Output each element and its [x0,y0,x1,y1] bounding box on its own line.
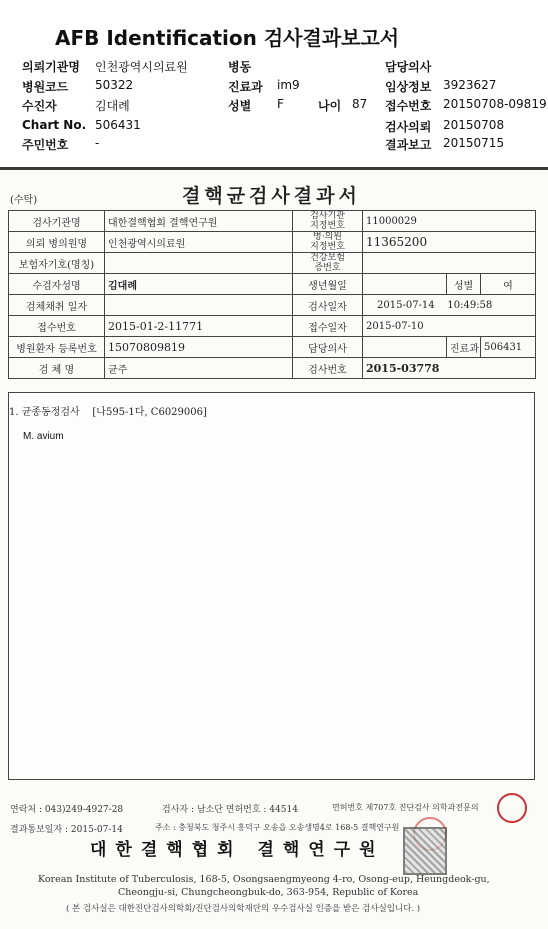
official-seal [497,793,527,823]
cell-label: 검사번호 [293,358,363,379]
cell-label: 검사기관 지정번호 [293,211,363,232]
institute-english-address: Korean Institute of Tuberculosis, 168-5, Osongsaengmyeong 4-ro, Osong-eup, Heungdeok-gu, [38,874,490,885]
cell-label: 건강보험 증번호 [293,253,363,274]
label-patient: 수진자 [22,99,57,113]
institute-english-address: Cheongju-si, Chungcheongbuk-do, 363-954, Republic of Korea [118,887,419,898]
value-clinical-info: 3923627 [443,78,497,92]
value-hospital-code: 50322 [95,78,134,92]
cell-value: 균주 [105,358,293,379]
table-row [9,316,536,337]
table-row [9,211,536,232]
label-result-report: 결과보고 [385,138,432,152]
report-date: 결과통보일자 : 2015-07-14 [10,825,123,835]
cell-label: 병원환자 등록번호 [9,337,105,358]
contact-phone: 연락처 : 043)249-4927-28 [10,805,124,815]
cell-label: 접수일자 [293,316,363,337]
value-request-date: 20150708 [443,118,505,132]
cell-value [363,274,447,295]
cell-value: 2015-07-14 10:49:58 [363,295,536,316]
cell-value: 인천광역시의료원 [105,232,293,253]
cell-value: 11365200 [363,232,536,253]
cell-value: 2015-03778 [363,358,536,379]
test-name: 1. 균종동정검사 [나595-1다, C6029006] [9,407,207,418]
label-resident-number: 주민번호 [22,138,69,152]
value-resident-number: - [95,136,100,150]
cell-value [105,253,293,274]
label-request-date: 검사의뢰 [385,120,432,134]
cell-label: 담당의사 [293,337,363,358]
cell-value: 506431 [481,337,536,358]
table-row [9,358,536,379]
value-sex: F [277,97,284,111]
value-result-report: 20150715 [443,136,505,150]
table-row [9,295,536,316]
cell-value: 11000029 [363,211,536,232]
table-row [9,274,536,295]
cell-value [105,295,293,316]
result-info-table [8,210,536,379]
cell-value: 2015-01-2-11771 [105,316,293,337]
label-ward: 병동 [228,60,252,74]
certification-note: ( 본 검사실은 대한진단검사의학회/진단검사의학재단의 우수검사실 인증을 받은 검사실입니다. ) [66,904,421,914]
label-department: 진료과 [228,80,263,94]
value-patient: 김대례 [95,99,130,113]
label-age: 나이 [318,99,342,113]
cell-label: 검체채취 일자 [9,295,105,316]
value-requesting-institution: 인천광역시의료원 [95,60,188,74]
result-section [8,392,535,780]
cell-value: 2015-07-10 [363,316,536,337]
value-age: 87 [352,97,368,111]
institute-stamp [403,827,447,875]
label-chart-no: Chart No. [22,118,87,132]
institute-name: 대한결핵협회 결핵연구원 [90,840,385,860]
label-hospital-code: 병원코드 [22,80,69,94]
cell-value [363,337,447,358]
value-receipt-number: 20150708-09819 [443,97,547,111]
document-title: 결핵균검사결과서 [182,185,361,207]
cell-label: 진료과 [447,337,481,358]
value-department: im9 [277,78,300,92]
label-doctor: 담당의사 [385,60,432,74]
label-receipt-number: 접수번호 [385,99,432,113]
cell-label: 의뢰 병의원명 [9,232,105,253]
cell-value: 김대례 [105,274,293,295]
cell-value: 15070809819 [105,337,293,358]
cell-label: 검사일자 [293,295,363,316]
cell-label: 검사기관명 [9,211,105,232]
license-info: 면허번호 제707호 진단검사 의학과전문의 [332,803,479,812]
table-row [9,232,536,253]
table-row [9,253,536,274]
identification-result: M. avium [23,431,64,442]
cell-label: 보험자기호(명칭) [9,253,105,274]
table-row [9,337,536,358]
report-title: AFB Identification 검사결과보고서 [55,26,400,50]
cell-label: 병·의원 지정번호 [293,232,363,253]
institute-address: 주소 : 충청북도 청주시 흥덕구 오송읍 오송생명4로 168-5 결핵연구원 [155,823,400,832]
cell-label: 성별 [447,274,481,295]
label-clinical-info: 임상정보 [385,80,432,94]
label-requesting-institution: 의뢰기관명 [22,60,80,74]
cell-label: 접수번호 [9,316,105,337]
cell-label: 검 체 명 [9,358,105,379]
examiner-info: 검사자 : 남소단 면허번호 : 44514 [162,805,298,815]
value-chart-no: 506431 [95,118,141,132]
cell-label: 수검자성명 [9,274,105,295]
consignment-mark: (수탁) [10,195,38,206]
cell-value: 여 [481,274,536,295]
cell-value: 대한결핵협회 결핵연구원 [105,211,293,232]
label-sex: 성별 [228,99,252,113]
cell-label: 생년월일 [293,274,363,295]
cell-value [363,253,536,274]
